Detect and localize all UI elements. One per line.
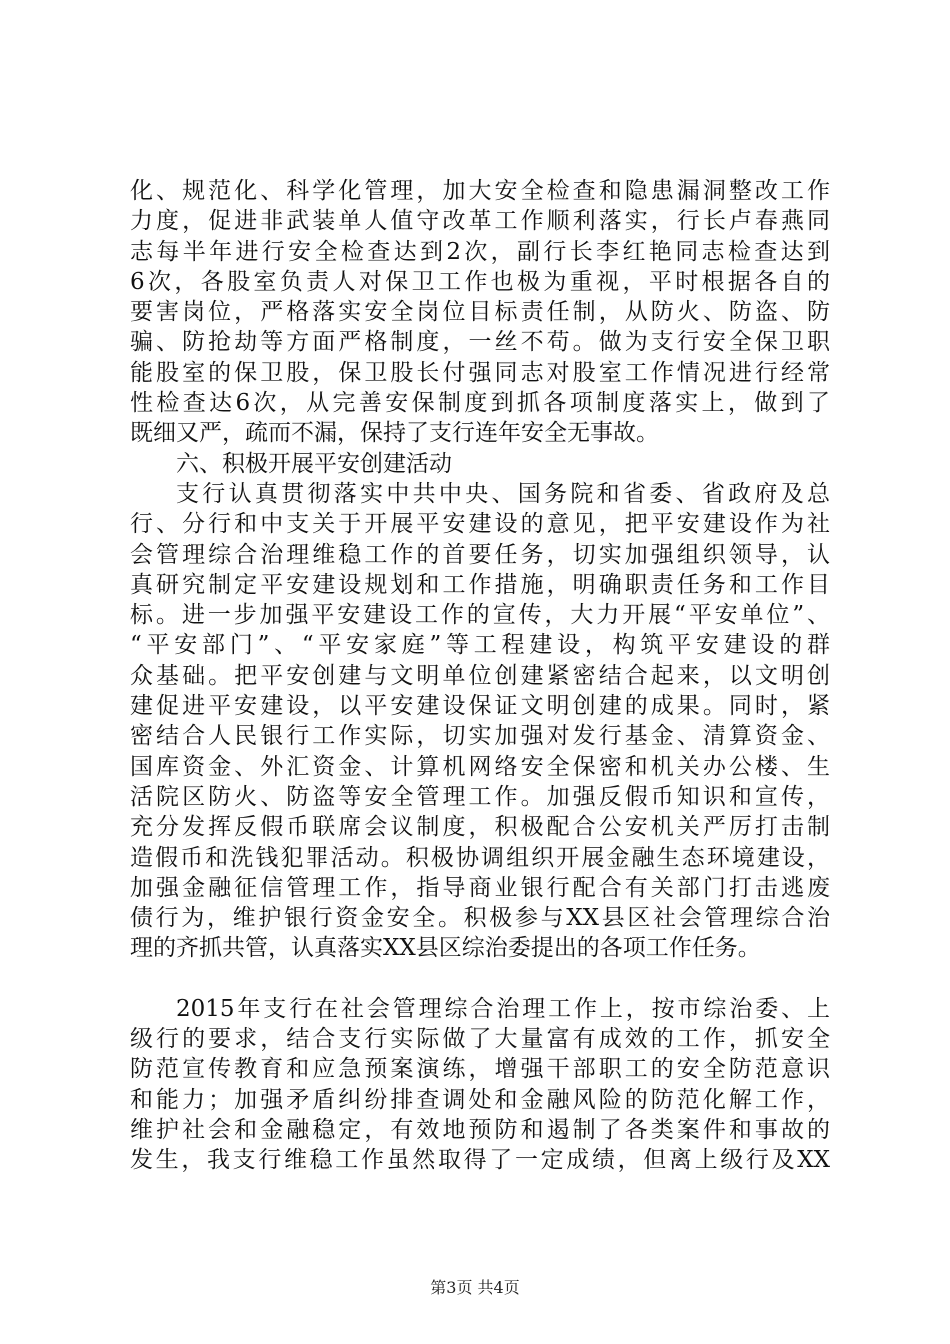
text-line: 级行的要求，结合支行实际做了大量富有成效的工作，抓安全 [130,1026,830,1053]
text-line: 标。进一步加强平安建设工作的宣传，大力开展“平安单位”、 [130,602,830,629]
text-line: 6次，各股室负责人对保卫工作也极为重视，平时根据各自的 [130,268,830,295]
text-line: 真研究制定平安建设规划和工作措施，明确职责任务和工作目 [130,571,830,598]
text-line: 造假币和洗钱犯罪活动。积极协调组织开展金融生态环境建设， [130,844,830,871]
text-line: 债行为，维护银行资金安全。积极参与XX县区社会管理综合治 [130,905,830,932]
text-line: 理的齐抓共管，认真落实XX县区综治委提出的各项工作任务。 [130,935,761,962]
text-line: 既细又严，疏而不漏，保持了支行连年安全无事故。 [130,420,659,447]
text-line: 化、规范化、科学化管理，加大安全检查和隐患漏洞整改工作 [130,178,830,204]
text-line: 和能力；加强矛盾纠纷排查调处和金融风险的防范化解工作， [130,1086,830,1113]
page-footer: 第3页 共4页 [430,1278,520,1297]
text-line: 充分发挥反假币联席会议制度，积极配合公安机关严厉打击制 [130,814,830,841]
text-line: 维护社会和金融稳定，有效地预防和遏制了各类案件和事故的 [130,1116,830,1143]
text-line: 发生，我支行维稳工作虽然取得了一定成绩，但离上级行及XX [130,1147,830,1174]
text-line: 加强金融征信管理工作，指导商业银行配合有关部门打击逃废 [130,874,830,901]
paragraph-gap [130,964,830,994]
text-line: 能股室的保卫股，保卫股长付强同志对股室工作情况进行经常 [130,359,830,386]
text-line: 活院区防火、防盗等安全管理工作。加强反假币知识和宣传， [130,783,830,810]
text-line: 要害岗位，严格落实安全岗位目标责任制，从防火、防盗、防 [130,299,830,326]
paragraph-2 [130,479,830,964]
text-line: 会管理综合治理维稳工作的首要任务，切实加强组织领导，认 [130,541,830,568]
text-line: 骗、防抢劫等方面严格制度，一丝不苟。做为支行安全保卫职 [130,329,830,356]
text-line: 建促进平安建设，以平安建设保证文明创建的成果。同时，紧 [130,693,830,720]
text-line: 众基础。把平安创建与文明单位创建紧密结合起来，以文明创 [130,662,830,689]
paragraph-1 [130,176,830,449]
text-line: 密结合人民银行工作实际，切实加强对发行基金、清算资金、 [130,723,830,750]
text-line: 支行认真贯彻落实中共中央、国务院和省委、省政府及总 [176,480,830,507]
text-line: 2015年支行在社会管理综合治理工作上，按市综治委、上 [176,995,830,1022]
section-heading: 六、积极开展平安创建活动 [176,450,452,477]
paragraph-3 [130,994,830,1176]
text-line: 性检查达6次，从完善安保制度到抓各项制度落实上，做到了 [130,390,830,417]
text-line: 力度，促进非武装单人值守改革工作顺利落实，行长卢春燕同 [130,208,830,235]
document-body [130,176,830,1176]
text-line: 国库资金、外汇资金、计算机网络安全保密和机关办公楼、生 [130,753,830,780]
text-line: 行、分行和中支关于开展平安建设的意见，把平安建设作为社 [130,511,830,538]
text-line: “平安部门”、“平安家庭”等工程建设，构筑平安建设的群 [130,632,830,659]
text-line: 志每半年进行安全检查达到2次，副行长李红艳同志检查达到 [130,238,830,265]
text-line: 防范宣传教育和应急预案演练，增强干部职工的安全防范意识 [130,1056,830,1083]
